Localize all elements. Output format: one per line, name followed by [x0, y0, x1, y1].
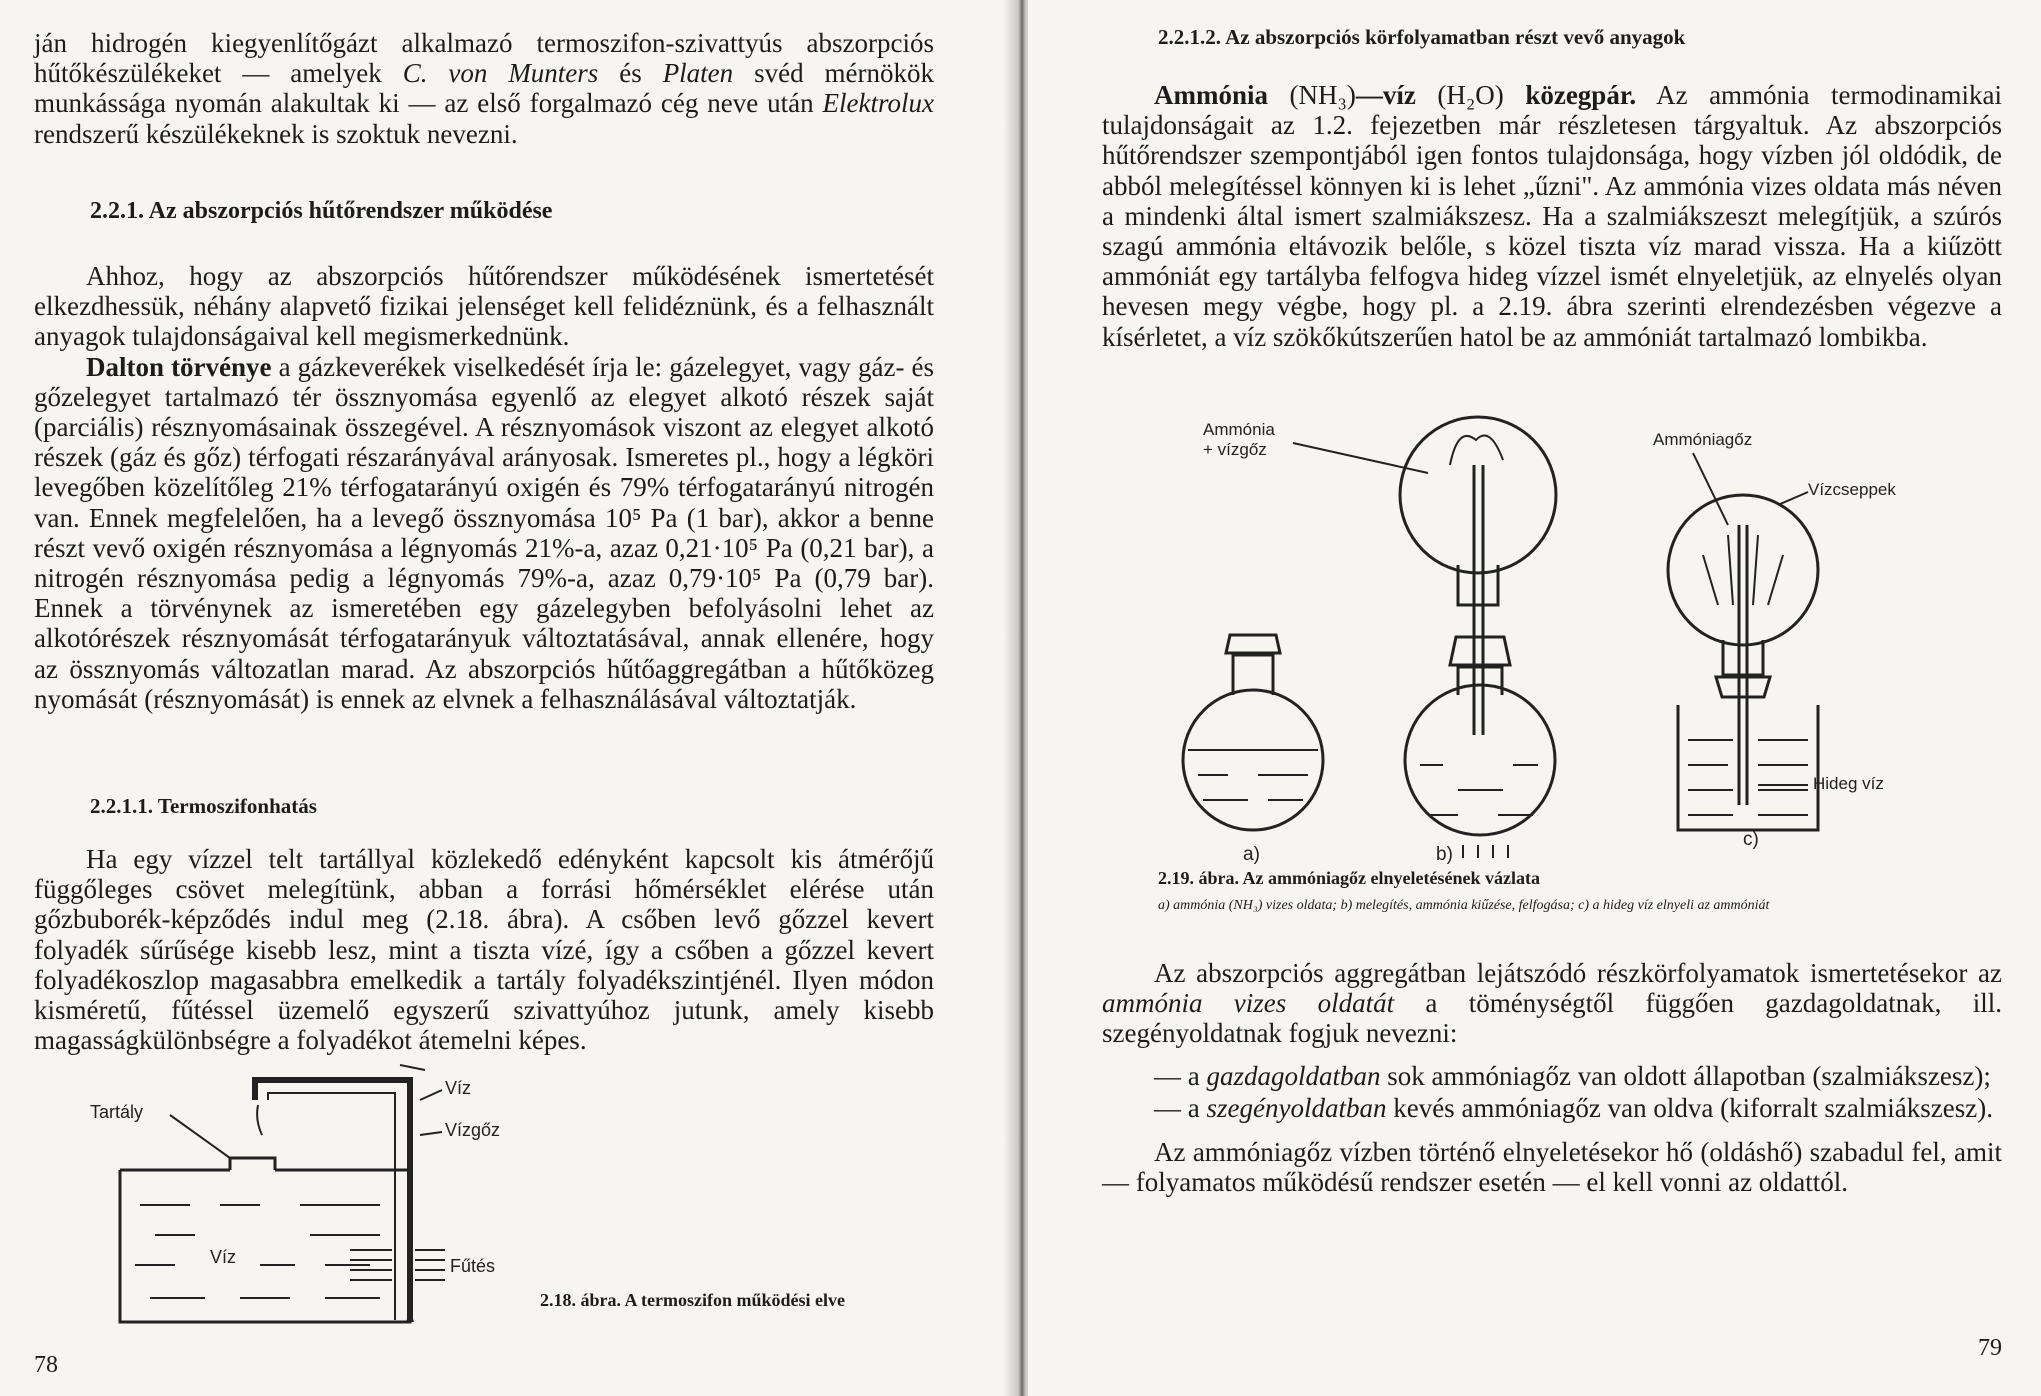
para2-text: Ha egy vízzel telt tartállyal közlekedő edényként kapcsolt kis átmérőjű függőleges csövet melegítünk, abban a forrási hőmérséklet elérése után gőzbuborék-képződés indul meg (2.18. ábra). A csőben levő gőzzel kevert folyadék sűrűsége kisebb lesz, mint a tiszta vízé, így a csőben a gőzzel kevert folyadékoszlop magasabbra emelkedik a tartály folyadékszintjénél. Ilyen módon kisméretű, fűtéssel üzemelő egyszerű szivattyúhoz jutunk, amely kisebb magasságkülönbségre a folyadékot átemelni képes. — [34, 844, 934, 1056]
label-viz-tank: Víz — [210, 1247, 237, 1267]
figure-2-18-thermosiphon — [80, 1060, 540, 1330]
label-viz-top: Víz — [445, 1078, 472, 1098]
item1-text: sok ammóniagőz van oldott állapotban (szalmiákszesz); — [1380, 1060, 1991, 1091]
label-ammoniagoz: Ammóniagőz — [1653, 430, 1753, 449]
item1-dash: — a — [1154, 1060, 1207, 1091]
aggregat-paragraph — [1102, 958, 2002, 1197]
right-page — [1028, 0, 2041, 1396]
flask-b-upper — [1400, 417, 1556, 573]
amm-bold-ammonia: Ammónia — [1154, 80, 1268, 110]
para-last: Az ammóniagőz vízben történő elnyeletésekor hő (oldáshő) szabadul fel, amit — folyamatos működésű rendszer esetén — el kell vonni az oldattól. — [1102, 1137, 2002, 1198]
intro-paragraph — [34, 28, 934, 149]
aggr-text: Az abszorpciós aggregátban lejátszódó részkörfolyamatok ismertetésekor az — [1154, 958, 2002, 988]
label-c: c) — [1743, 829, 1759, 850]
amm-bold-viz: —víz — [1355, 80, 1416, 110]
fig-2-19-subcaption — [1158, 897, 2013, 914]
list-item-szegeny — [1102, 1093, 2002, 1123]
dalton-bold: Dalton törvénye — [86, 351, 272, 382]
para-intro-abs — [34, 261, 934, 714]
label-a: a) — [1243, 844, 1260, 865]
left-page — [0, 0, 1012, 1396]
dalton-paragraph — [34, 352, 934, 714]
aggr-text: a töménységtől függően gazdagoldatnak, ill. szegényoldatnak fogjuk nevezni: — [1102, 988, 2002, 1049]
intro-name-munters: C. von Munters — [402, 58, 599, 89]
page-number-left: 78 — [34, 1352, 58, 1378]
intro-text: ján hidrogén kiegyenlítőgázt alkalmazó termoszifon-szivattyús abszorpciós hűtőkészülékeket — amelyek — [34, 28, 934, 89]
para-thermosiphon — [34, 844, 934, 1055]
page-number-right: 79 — [1978, 1335, 2002, 1361]
ammonia-paragraph — [1102, 80, 2002, 352]
amm-body: Az ammónia termodinamikai tulajdonságait az 1.2. fejezetben már részletesen tárgyaltuk. Az abszorpciós hűtőrendszer szempontjából igen fontos tulajdonsága, hogy vízben jól oldódik, de abból melegítéssel könnyen ki is lehet „űzni". Az ammónia vizes oldata más néven a mindenki által ismert szalmiákszesz. Ha a szalmiákszeszt melegítjük, a szúrós szagú ammónia eltávozik belőle, s közel tiszta víz marad vissza. Ha a kiűzött ammóniát egy tartályba felfogva hideg vízzel ismét elnyeletjük, az elnyelés olyan hevesen megy végbe, hogy pl. a 2.19. ábra szerinti elrendezésben végezve a kísérletet, a víz szökőkútszerűen hatol be az ammóniát tartalmazó lombikba. — [1102, 80, 2002, 352]
section-heading-221: 2.2.1. Az abszorpciós hűtőrendszer működése — [90, 198, 553, 224]
para-aggr — [1102, 958, 2002, 1049]
amm-bold-kozegpar: közegpár. — [1525, 80, 1637, 110]
item2-text: kevés ammóniagőz van oldva (kiforralt szalmiákszesz). — [1386, 1092, 1993, 1123]
list-item-gazdag — [1102, 1061, 2002, 1091]
dalton-text: a gázkeverékek viselkedését írja le: gázelegyet, vagy gáz- és gőzelegyet tartalmazó tér össznyomása egyenlő az elegyet alkotó részek saját (parciális) résznyomásainak összegével. A résznyomások viszont az elegyet alkotó részek (gáz és gőz) térfogati részarányával arányosak. Ismeretes pl., hogy a légköri levegőben közelítőleg 21% térfogatarányú oxigén és 79% térfogatarányú nitrogén van. Ennek megfelelően, ha a levegő össznyomása 10⁵ Pa (1 bar), akkor a benne részt vevő oxigén résznyomása a légnyomás 21%-a, azaz 0,21·10⁵ Pa (0,21 bar), a nitrogén résznyomása pedig a légnyomás 79%-a, azaz 0,79·10⁵ Pa (0,79 bar). Ennek a törvénynek az ismeretében egy gázelegyben befolyásolni lehet az alkotórészek résznyomását térfogatarányuk változtatásával, annak ellenére, hogy az össznyomás változatlan marad. Az abszorpciós hűtőaggregátban a hűtőközeg nyomását (résznyomását) is ennek az elvnek a felhasználásával változtatják. — [34, 351, 934, 714]
tank-outline — [120, 1170, 410, 1322]
fig-2-19-caption: 2.19. ábra. Az ammóniagőz elnyeletésének vázlata — [1158, 868, 1540, 888]
amm-formula-nh3: (NH₃) — [1268, 80, 1356, 110]
intro-text: és — [598, 58, 663, 89]
fig-2-18-caption: 2.18. ábra. A termoszifon működési elve — [540, 1290, 845, 1310]
flask-c — [1668, 495, 1818, 645]
label-hideg-viz: Hideg víz — [1813, 774, 1884, 793]
figure-2-19-ammonia — [1158, 405, 2028, 865]
flask-a — [1183, 690, 1323, 830]
label-ammonia: Ammónia — [1203, 420, 1275, 439]
section-heading-2212: 2.2.1.2. Az abszorpciós körfolyamatban részt vevő anyagok — [1158, 25, 1686, 49]
fig-2-19-subcaption-text: a) ammónia (NH₃) vizes oldata; b) melegítés, ammónia kiűzése, felfogása; c) a hideg víz elnyeli az ammóniát — [1158, 898, 1770, 913]
section-heading-2211: 2.2.1.1. Termoszifonhatás — [90, 794, 317, 818]
intro-text: svéd mérnökök munkássága nyomán alakultak ki — az első forgalmazó cég neve után — [34, 58, 935, 119]
label-vizgoz-219: + vízgőz — [1203, 440, 1267, 459]
label-tartaly: Tartály — [90, 1102, 144, 1122]
intro-name-elektrolux: Elektrolux — [822, 88, 934, 119]
ammonia-text — [1102, 80, 2002, 352]
item1-italic: gazdagoldatban — [1206, 1060, 1381, 1091]
flask-b — [1405, 685, 1555, 835]
para1-text: Ahhoz, hogy az abszorpciós hűtőrendszer működésének ismertetését elkezdhessük, néhány alapvető fizikai jelenséget kell felidéznünk, és a felhasznált anyagok tulajdonságaival kell megismerkednünk. — [34, 261, 934, 352]
amm-formula-h2o: (H₂O) — [1415, 80, 1526, 110]
item2-dash: — a — [1154, 1092, 1207, 1123]
label-vizgoz: Vízgőz — [445, 1120, 501, 1140]
label-futes: Fűtés — [450, 1256, 496, 1276]
label-vizcseppek: Vízcseppek — [1808, 480, 1896, 499]
label-b: b) — [1436, 844, 1453, 865]
aggr-italic: ammónia vizes oldatát — [1102, 988, 1395, 1019]
intro-text: rendszerű készülékeknek is szoktuk nevezni. — [34, 118, 518, 149]
item2-italic: szegényoldatban — [1206, 1092, 1387, 1123]
intro-name-platen: Platen — [662, 58, 734, 89]
